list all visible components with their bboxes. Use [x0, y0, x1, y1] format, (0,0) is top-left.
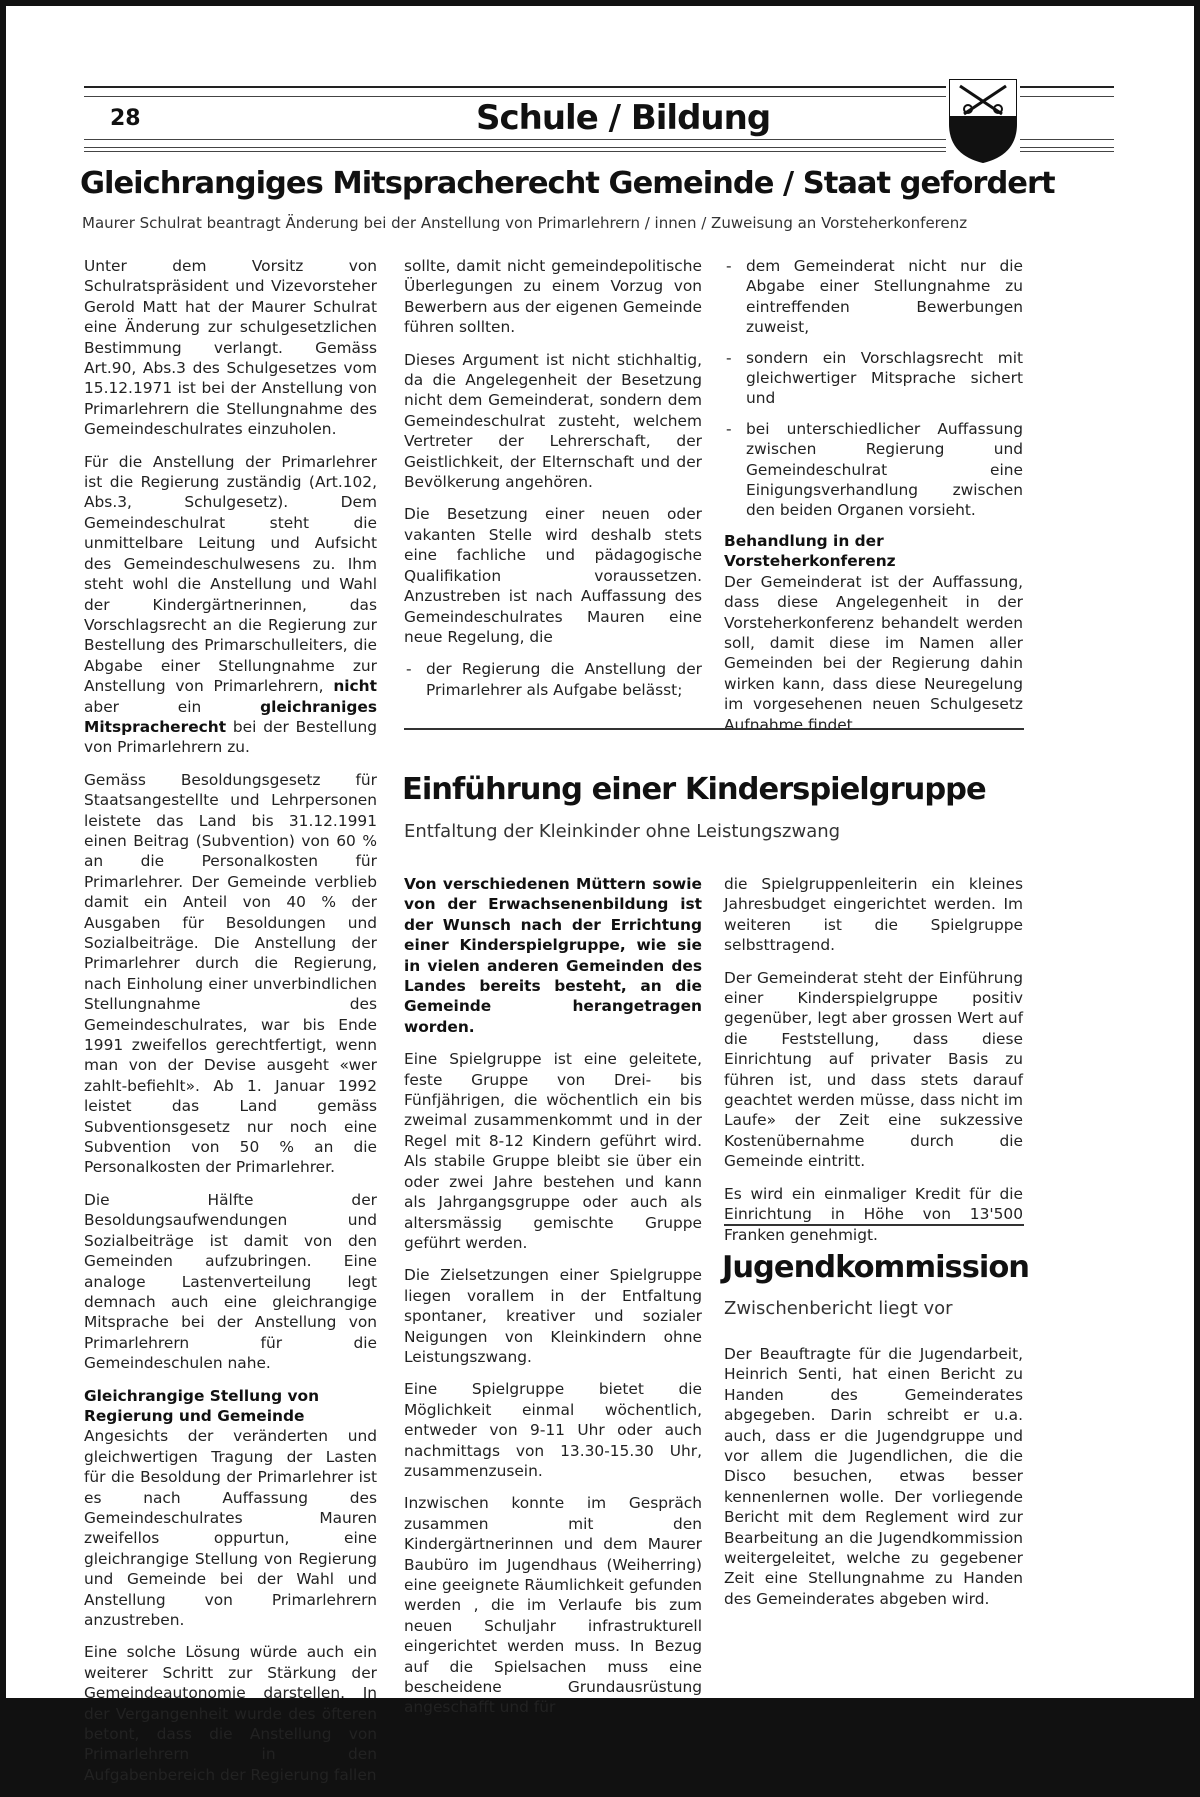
- divider: [404, 728, 1024, 730]
- paragraph: Unter dem Vorsitz von Schulratspräsident und Vizevorsteher Gerold Matt hat der Maurer Schulrat eine Änderung zur schulgesetzlichen Bestimmung verlangt. Gemäss Art.90, Abs.3 des Schulgesetzes vom 15.12.1971 ist bei der Anstellung von Primarlehrern die Stellungnahme des Gemeindeschulrates einzuholen.: [84, 257, 377, 439]
- paragraph: Dieses Argument ist nicht stichhaltig, da die Angelegenheit der Besetzung nicht dem Gemeinderat, sondern dem Gemeindeschulrat zusteht, welchem Vertreter der Lehrerschaft, der Geistlichkeit, der Elternschaft und der Bevölkerung angehören.: [404, 350, 702, 492]
- article-subtitle: Maurer Schulrat beantragt Änderung bei der Anstellung von Primarlehrern / innen / Zuweisung an Vorsteherkonferenz: [82, 214, 968, 232]
- article-title: Jugendkommission: [722, 1250, 1029, 1285]
- paragraph: Eine Spielgruppe bietet die Möglichkeit einmal wöchentlich, entweder von 9-11 Uhr oder auch nachmittags von 13.30-15.30 Uhr, zusammenzusein.: [404, 1380, 702, 1480]
- paragraph: Es wird ein einmaliger Kredit für die Einrichtung in Höhe von 13'500 Franken genehmigt.: [724, 1184, 1023, 1244]
- section-title: Schule / Bildung: [466, 98, 780, 138]
- bullet-list: [404, 659, 702, 700]
- paragraph: Inzwischen konnte im Gespräch zusammen mit den Kindergärtnerinnen und dem Maurer Baubüro im Jugendhaus (Weiherring) eine geeignete Räumlichkeit gefunden werden , die im Verlaufe bis zum neuen Schuljahr infrastrukturell eingerichtet werden muss. In Bezug auf die Spielsachen muss eine bescheidene Grundausrüstung angeschafft und für: [404, 1494, 702, 1717]
- list-item: - bei unterschiedlicher Auffassung zwischen Regierung und Gemeindeschulrat eine Einigungsverhandlung zwischen den beiden Organen vorsieht.: [724, 419, 1023, 521]
- paragraph: Die Hälfte der Besoldungsaufwendungen und Sozialbeiträge ist damit von den Gemeinden aufzubringen. Eine analoge Lastenverteilung legt demnach auch eine gleichrangige Mitsprache bei der Anstellung von Primarlehrern für die Gemeindeschulen nahe.: [84, 1190, 377, 1373]
- list-item: - sondern ein Vorschlagsrecht mit gleichwertiger Mitsprache sichert und: [724, 348, 1023, 409]
- list-item: - der Regierung die Anstellung der Primarlehrer als Aufgabe belässt;: [404, 659, 702, 700]
- article-column-3: [724, 256, 1023, 747]
- article-column-4: [404, 874, 702, 1730]
- subheading: Behandlung in der Vorsteherkonferenz: [724, 531, 896, 571]
- paragraph: Gemäss Besoldungsgesetz für Staatsangestellte und Lehrpersonen leistete das Land bis 31.12.1991 einen Beitrag (Subvention) von 60 % an die Personalkosten für Primarlehrer. Der Gemeinde verblieb damit ein Anteil von 40 % der Ausgaben für Besoldungen und Sozialbeiträge. Die Anstellung der Primarlehrer durch die Regierung, nach Einholung einer unverbindlichen Stellungnahme des Gemeindeschulrates, war bis Ende 1991 zweifellos gerechtfertigt, wenn man von der Devise ausgeht «wer zahlt-befiehlt». Ab 1. Januar 1992 leistet das Land gemäss Subventionsgesetz nur noch eine Subvention von 50 % an die Personalkosten der Primarlehrer.: [84, 770, 377, 1177]
- bullet-list: [724, 256, 1023, 521]
- article-column-6: [724, 1344, 1023, 1621]
- page-number: 28: [104, 106, 147, 131]
- paragraph: Für die Anstellung der Primarlehrer ist die Regierung zuständig (Art.102, Abs.3, Schulgesetz). Dem Gemeindeschulrat steht die unmittelbare Leitung und Aufsicht des Gemeindeschulwesens zu. Ihm steht wohl die Anstellung und Wahl der Kindergärtnerinnen, das Vorschlagsrecht an die Regierung zur Bestellung des Primarschulleiters, die Abgabe einer Stellungnahme zur Anstellung von Primarlehrern, nicht aber ein gleichraniges Mitspracherecht bei der Bestellung von Primarlehrern zu.: [84, 452, 377, 757]
- paragraph: Die Besetzung einer neuen oder vakanten Stelle wird deshalb stets eine fachliche und pädagogische Qualifikation voraussetzen. Anzustreben ist nach Auffassung des Gemeindeschulrates Mauren eine neue Regelung, die: [404, 505, 702, 646]
- paragraph: Eine Spielgruppe ist eine geleitete, feste Gruppe von Drei- bis Fünfjährigen, die wöchentlich ein bis zweimal zusammenkommt und in der Regel mit 8-12 Kindern geführt wird. Als stabile Gruppe bleibt sie über ein oder zwei Jahre bestehen und kann als Jahrgangsgruppe oder auch als altersmässig gemischte Gruppe geführt werden.: [404, 1050, 702, 1252]
- paragraph: Der Gemeinderat ist der Auffassung, dass diese Angelegenheit in der Vorsteherkonferenz behandelt werden soll, damit diese im Namen aller Gemeinden bei der Regierung dahin wirken kann, dass diese Neuregelung im vorgesehenen neuen Schulgesetz Aufnahme findet.: [724, 572, 1023, 734]
- paragraph: Der Beauftragte für die Jugendarbeit, Heinrich Senti, hat einen Bericht zu Handen des Gemeinderates abgegeben. Darin schreibt er u.a. auch, dass er die Jugendgruppe und vor allem die Jugendlichen, die die Disco besuchen, etwas besser kennenlernen wolle. Der vorliegende Bericht mit dem Reglement wird zur Bearbeitung an die Jugendkommission weitergeleitet, welche zu gegebener Zeit eine Stellungnahme zu Handen des Gemeinderates abgeben wird.: [724, 1345, 1023, 1608]
- lead-paragraph: Von verschiedenen Müttern sowie von der Erwachsenenbildung ist der Wunsch nach der Errichtung einer Kinderspielgruppe, wie sie in vielen anderen Gemeinden des Landes bereits besteht, an die Gemeinde herangetragen worden.: [404, 875, 702, 1036]
- article-title: Einführung einer Kinderspielgruppe: [402, 772, 986, 807]
- article-column-2: [404, 256, 702, 710]
- paragraph: Die Zielsetzungen einer Spielgruppe liegen vorallem in der Entfaltung spontaner, kreativer und sozialer Neigungen von Kleinkindern ohne Leistungszwang.: [404, 1266, 702, 1366]
- article-subtitle: Zwischenbericht liegt vor: [724, 1298, 953, 1319]
- article-column-5: [724, 874, 1023, 1257]
- paragraph: die Spielgruppenleiterin ein kleines Jahresbudget eingerichtet werden. Im weiteren ist die Spielgruppe selbsttragend.: [724, 875, 1023, 955]
- article-column-1: [84, 256, 377, 1797]
- subheading: Gleichrangige Stellung von Regierung und Gemeinde: [84, 1386, 320, 1425]
- list-item: - dem Gemeinderat nicht nur die Abgabe einer Stellungnahme zu eintreffenden Bewerbungen zuweist,: [724, 256, 1023, 338]
- paragraph: sollte, damit nicht gemeindepolitische Überlegungen zu einem Vorzug von Bewerbern aus der eigenen Gemeinde führen sollten.: [404, 257, 702, 337]
- paragraph: Der Gemeinderat steht der Einführung einer Kinderspielgruppe positiv gegenüber, legt aber grossen Wert auf die Feststellung, dass diese Einrichtung auf privater Basis zu führen ist, und dass stets darauf geachtet werden müsse, dass nicht im Laufe» der Zeit eine sukzessive Kostenübernahme durch die Gemeinde eintritt.: [724, 968, 1023, 1171]
- coat-of-arms-icon: [946, 76, 1020, 164]
- paragraph: Angesichts der veränderten und gleichwertigen Tragung der Lasten für die Besoldung der Primarlehrer ist es nach Auffassung des Gemeindeschulrates Mauren zweifellos oppurtun, eine gleichrangige Stellung von Regierung und Gemeinde bei der Wahl und Anstellung von Primarlehrern anzustreben.: [84, 1427, 377, 1629]
- article-title: Gleichrangiges Mitspracherecht Gemeinde / Staat gefordert: [80, 166, 1055, 201]
- paragraph: Eine solche Lösung würde auch ein weiterer Schritt zur Stärkung der Gemeindeautonomie darstellen. In der Vergangenheit wurde des öfteren betont, dass die Anstellung von Primarlehrern in den Aufgabenbereich der Regierung fallen: [84, 1643, 377, 1784]
- divider: [724, 1224, 1024, 1226]
- article-subtitle: Entfaltung der Kleinkinder ohne Leistungszwang: [404, 821, 841, 842]
